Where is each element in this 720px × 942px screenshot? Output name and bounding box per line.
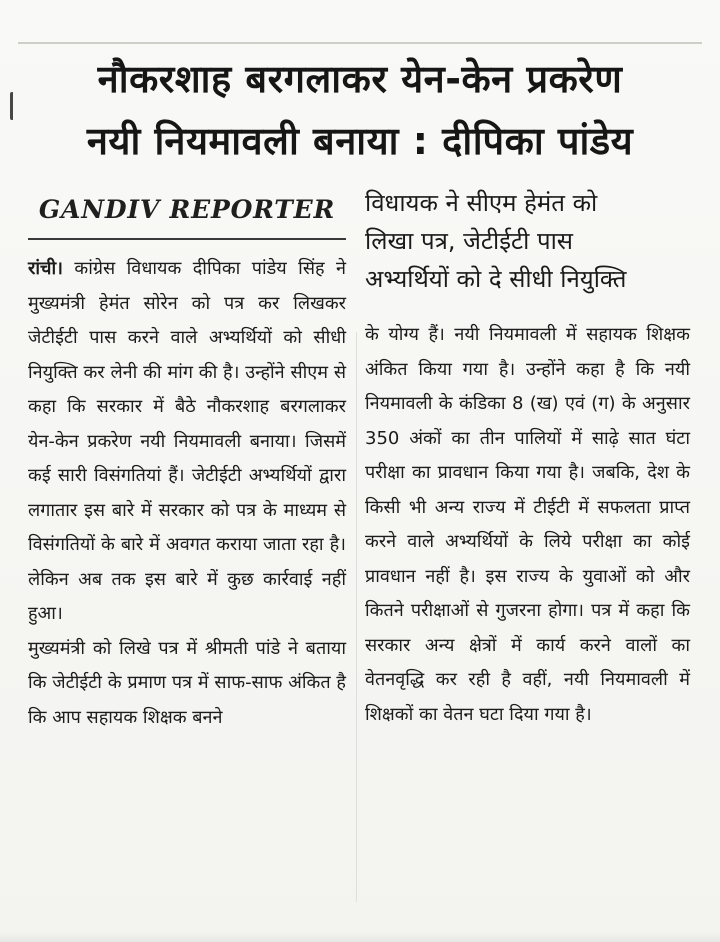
subheadline-line-1: विधायक ने सीएम हेमंत को [365, 189, 598, 217]
subheadline-line-2: लिखा पत्र, जेटीईटी पास [365, 227, 574, 255]
left-paragraph-1 [28, 252, 346, 632]
bottom-edge [0, 932, 720, 942]
top-rule [18, 42, 702, 44]
fold-mark [10, 92, 19, 120]
left-column [28, 190, 346, 735]
right-paragraph-1: के योग्य हैं। नयी नियमावली में सहायक शिक्षक अंकित किया गया है। उन्होंने कहा है कि नयी नियमावली के कंडिका 8 (ख) एवं (ग) के अनुसार 350 अंकों का तीन पालियों में साढ़े सात घंटा परीक्षा का प्रावधान किया गया है। जबकि, देश के किसी भी अन्य राज्य में टीईटी में सफलता प्राप्त करने वाले अभ्यर्थियों के लिये परीक्षा का कोई प्रावधान नहीं है। इस राज्य के युवाओं को और कितने परीक्षाओं से गुजरना होगा। पत्र में कहा कि सरकार अन्य क्षेत्रों में कार्य करने वालों का वेतनवृद्धि कर रही है वहीं, नयी नियमावली में शिक्षकों का वेतन घटा दिया गया है। [365, 324, 690, 725]
byline-rule [28, 238, 346, 240]
subheadline-line-3: अभ्यर्थियों को दे सीधी नियुक्ति [365, 265, 627, 293]
byline: GANDIV REPORTER [38, 195, 336, 224]
headline-line-2: नयी नियमावली बनाया : दीपिका पांडेय [86, 119, 634, 163]
left-paragraph-2: मुख्यमंत्री को लिखे पत्र में श्रीमती पांडे ने बताया कि जेटीईटी के प्रमाण पत्र में साफ-साफ अंकित है कि आप सहायक शिक्षक बनने [28, 637, 346, 728]
dateline: रांची। [28, 258, 63, 279]
right-column [365, 184, 690, 732]
column-divider [356, 332, 357, 902]
subheadline [365, 184, 690, 298]
left-column-body [28, 252, 346, 735]
left-paragraph-1-text: कांग्रेस विधायक दीपिका पांडेय सिंह ने मुख्यमंत्री हेमंत सोरेन को पत्र कर लिखकर जेटीईटी पास करने वाले अभ्यर्थियों को सीधी नियुक्ति कर लेनी की मांग की है। उन्होंने सीएम से कहा कि सरकार में बैठे नौकरशाह बरगलाकर येन-केन प्रकरेण नयी नियमावली बनाया। जिसमें कई सारी विसंगतियां हैं। जेटीईटी अभ्यर्थियों द्वारा लगातार इस बारे में सरकार को पत्र के माध्यम से विसंगतियों के बारे में अवगत कराया जाता रहा है। लेकिन अब तक इस बारे में कुछ कार्रवाई नहीं हुआ। [28, 258, 346, 624]
headline [24, 48, 696, 172]
headline-line-1: नौकरशाह बरगलाकर येन-केन प्रकरेण [97, 57, 623, 101]
right-column-body [365, 318, 690, 732]
